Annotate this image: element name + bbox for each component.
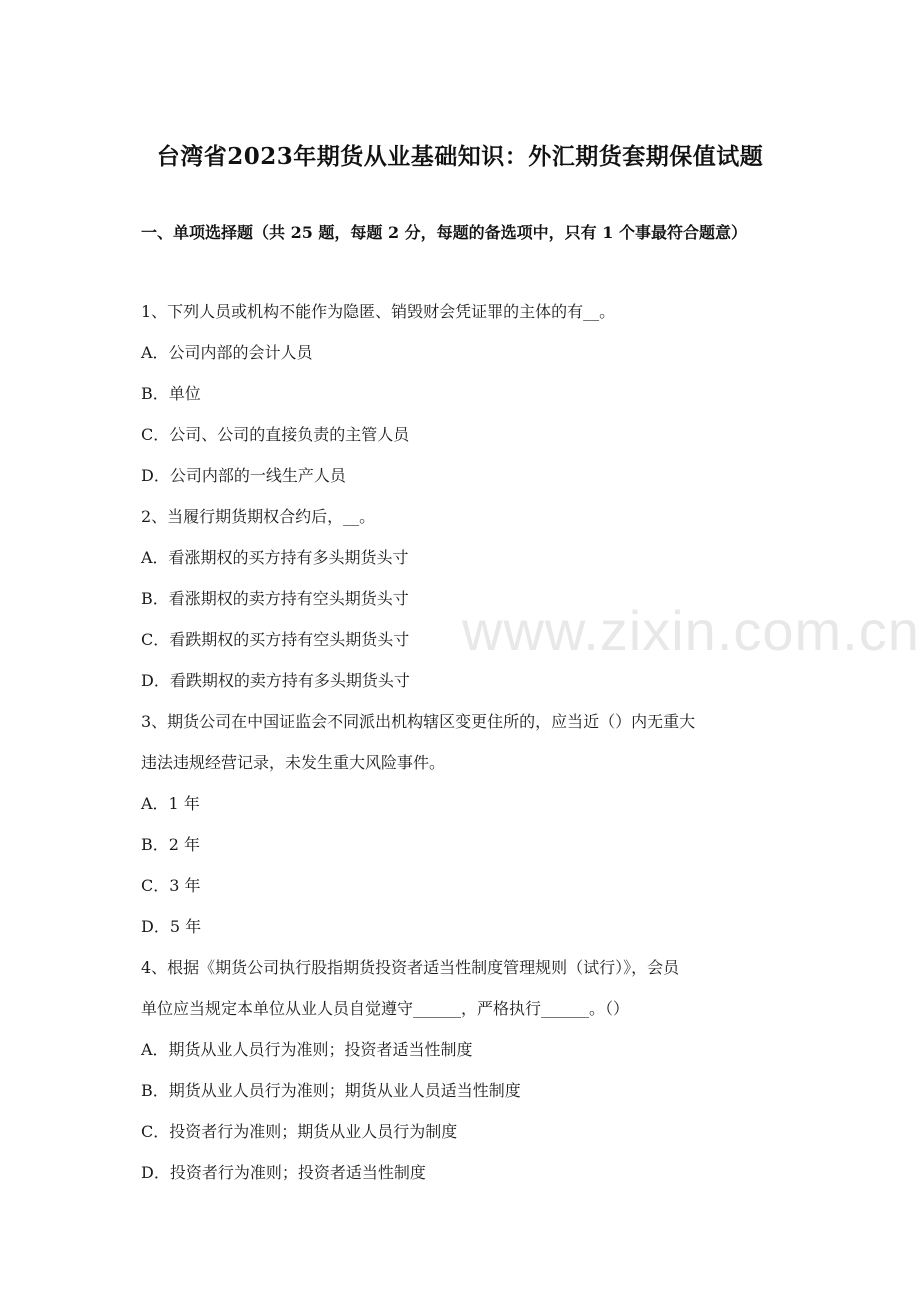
question-3-option-b: B．2 年 — [141, 835, 201, 854]
question-3-option-d: D．5 年 — [141, 917, 202, 936]
question-2-option-d: D．看跌期权的卖方持有多头期货头寸 — [141, 671, 410, 690]
question-2-option-a: A．看涨期权的买方持有多头期货头寸 — [141, 548, 409, 567]
watermark: www.zixin.com.cn — [462, 599, 920, 662]
question-1-option-c: C．公司、公司的直接负责的主管人员 — [141, 425, 410, 444]
question-4-stem-line-1: 4、根据《期货公司执行股指期货投资者适当性制度管理规则（试行）》，会员 — [141, 958, 680, 977]
question-4-option-a: A．期货从业人员行为准则；投资者适当性制度 — [141, 1040, 473, 1059]
question-2-stem: 2、当履行期货期权合约后，__。 — [141, 507, 376, 526]
question-1-stem: 1、下列人员或机构不能作为隐匿、销毁财会凭证罪的主体的有__。 — [141, 302, 616, 321]
question-3-option-a: A．1 年 — [141, 794, 200, 813]
question-1-option-b: B．单位 — [141, 384, 201, 403]
question-1-option-d: D．公司内部的一线生产人员 — [141, 466, 346, 485]
question-2-option-b: B．看涨期权的卖方持有空头期货头寸 — [141, 589, 409, 608]
section-heading: 一、单项选择题（共 25 题，每题 2 分，每题的备选项中，只有 1 个事最符合题意） — [141, 223, 747, 242]
question-1-option-a: A．公司内部的会计人员 — [141, 343, 313, 362]
question-2-option-c: C．看跌期权的买方持有空头期货头寸 — [141, 630, 410, 649]
question-3-stem-line-2: 违法违规经营记录，未发生重大风险事件。 — [141, 753, 446, 772]
question-4-option-b: B．期货从业人员行为准则；期货从业人员适当性制度 — [141, 1081, 521, 1100]
question-3-stem-line-1: 3、期货公司在中国证监会不同派出机构辖区变更住所的，应当近（）内无重大 — [141, 712, 696, 731]
question-3-option-c: C．3 年 — [141, 876, 201, 895]
question-4-stem-line-2: 单位应当规定本单位从业人员自觉遵守______，严格执行______。（） — [141, 999, 630, 1018]
question-4-option-d: D．投资者行为准则；投资者适当性制度 — [141, 1163, 426, 1182]
document-title: 台湾省2023年期货从业基础知识：外汇期货套期保值试题 — [156, 143, 764, 170]
question-4-option-c: C．投资者行为准则；期货从业人员行为制度 — [141, 1122, 458, 1141]
